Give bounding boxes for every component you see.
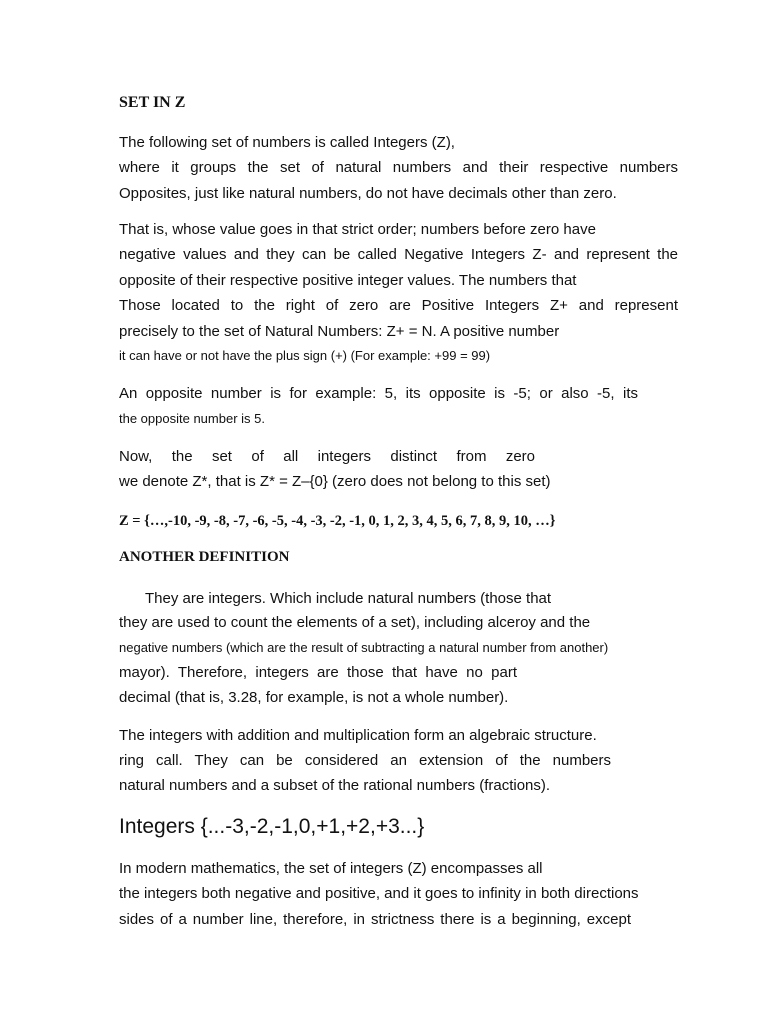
paragraph-1-line-3: Opposites, just like natural numbers, do not have decimals other than zero. [119,185,617,202]
paragraph-5-line-3: negative numbers (which are the result of subtracting a natural number from another) [119,640,609,655]
paragraph-5-line-4: mayor). Therefore, integers are those that have no part [119,664,517,681]
paragraph-6-line-1: The integers with addition and multiplication form an algebraic structure. [119,727,597,744]
paragraph-6-line-3: natural numbers and a subset of the rational numbers (fractions). [119,777,551,794]
paragraph-5-line-2: they are used to count the elements of a set), including alceroy and the [119,614,591,631]
heading-set-in-z: SET IN Z [119,94,186,111]
paragraph-7-line-3: sides of a number line, therefore, in strictness there is a beginning, except [119,911,631,928]
paragraph-4-line-1: Now, the set of all integers distinct from zero [119,448,535,465]
paragraph-2-line-5: precisely to the set of Natural Numbers: Z+ = N. A positive number [119,323,560,340]
paragraph-7-line-1: In modern mathematics, the set of integers (Z) encompasses all [119,860,543,877]
paragraph-7-line-2: the integers both negative and positive, and it goes to infinity in both directions [119,885,639,902]
heading-another-definition: ANOTHER DEFINITION [119,549,290,565]
paragraph-5-line-5: decimal (that is, 3.28, for example, is not a whole number). [119,689,509,706]
paragraph-1-line-1: The following set of numbers is called Integers (Z), [119,134,455,151]
paragraph-6-line-2: ring call. They can be considered an extension of the numbers [119,752,611,769]
paragraph-3-line-2: the opposite number is 5. [119,411,265,426]
paragraph-1-line-2: where it groups the set of natural numbers and their respective numbers [119,159,678,176]
integers-example-line: Integers {...-3,-2,-1,0,+1,+2,+3...} [119,815,425,838]
paragraph-2-line-2: negative values and they can be called Negative Integers Z- and represent the [119,246,678,263]
paragraph-3-line-1: An opposite number is for example: 5, its opposite is -5; or also -5, its [119,385,638,402]
paragraph-4-line-2: we denote Z*, that is Z* = Z–{0} (zero does not belong to this set) [119,473,551,490]
integer-set-formula: Z = {…,-10, -9, -8, -7, -6, -5, -4, -3, -2, -1, 0, 1, 2, 3, 4, 5, 6, 7, 8, 9, 10, …} [119,513,556,529]
paragraph-5-line-1: They are integers. Which include natural numbers (those that [145,590,552,607]
paragraph-2-line-3: opposite of their respective positive integer values. The numbers that [119,272,577,289]
paragraph-2-line-4: Those located to the right of zero are Positive Integers Z+ and represent [119,297,678,314]
paragraph-2-line-6: it can have or not have the plus sign (+) (For example: +99 = 99) [119,348,491,363]
paragraph-2-line-1: That is, whose value goes in that strict order; numbers before zero have [119,221,596,238]
